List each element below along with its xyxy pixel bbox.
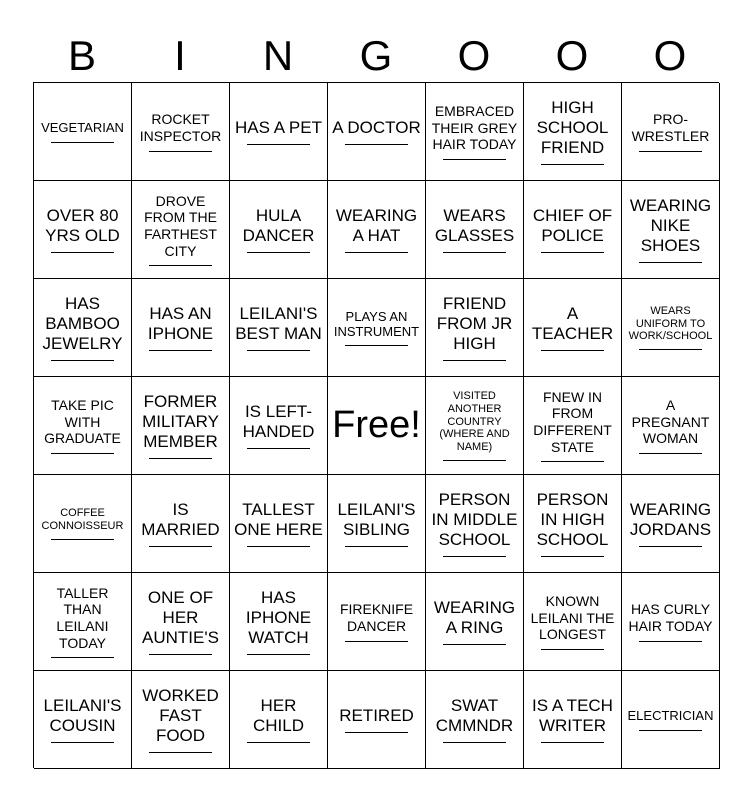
write-in-line (345, 252, 407, 253)
bingo-cell[interactable] (132, 475, 230, 573)
cell-label: HER CHILD (252, 695, 304, 735)
header-letter: O (555, 32, 589, 79)
bingo-cell[interactable] (34, 279, 132, 377)
bingo-cell[interactable] (622, 181, 720, 279)
cell-label: TALLER THAN LEILANI TODAY (56, 584, 109, 651)
write-in-line (149, 752, 211, 753)
bingo-cell[interactable] (34, 671, 132, 769)
write-in-line (51, 657, 113, 658)
bingo-grid (33, 82, 719, 768)
write-in-line (541, 164, 603, 165)
cell-label: A TEACHER (531, 303, 614, 343)
header-letter: I (174, 32, 186, 79)
header-letter: O (457, 32, 491, 79)
cell-label: HULA DANCER (242, 205, 315, 245)
bingo-cell[interactable] (328, 475, 426, 573)
cell-label: LEILANI'S SIBLING (337, 499, 416, 539)
cell-label: A PREGNANT WOMAN (631, 397, 710, 447)
cell-label: Free! (332, 404, 421, 447)
cell-label: KNOWN LEILANI THE LONGEST (530, 593, 615, 643)
cell-label: WEARING A HAT (335, 205, 418, 245)
write-in-line (149, 546, 211, 547)
cell-label: TALLEST ONE HERE (234, 499, 323, 539)
bingo-cell[interactable] (426, 377, 524, 475)
bingo-cell[interactable] (426, 279, 524, 377)
write-in-line (639, 730, 701, 731)
cell-label: FIREKNIFE DANCER (339, 601, 414, 634)
write-in-line (51, 142, 113, 143)
bingo-cell[interactable] (328, 671, 426, 769)
write-in-line (345, 641, 407, 642)
cell-label: WORKED FAST FOOD (142, 685, 219, 746)
bingo-cell[interactable] (132, 83, 230, 181)
write-in-line (247, 654, 309, 655)
cell-label: DROVE FROM THE FARTHEST CITY (144, 192, 217, 259)
write-in-line (443, 742, 505, 743)
header-letter: B (67, 32, 96, 79)
cell-label: PERSON IN MIDDLE SCHOOL (431, 489, 518, 550)
cell-label: PLAYS AN INSTRUMENT (333, 308, 420, 339)
write-in-line (149, 654, 211, 655)
cell-label: CHIEF OF POLICE (532, 205, 613, 245)
write-in-line (639, 641, 701, 642)
bingo-cell[interactable] (132, 377, 230, 475)
cell-label: A DOCTOR (332, 117, 421, 137)
bingo-cell[interactable] (622, 279, 720, 377)
bingo-cell[interactable] (34, 573, 132, 671)
bingo-cell[interactable] (230, 671, 328, 769)
cell-label: PRO-WRESTLER (631, 111, 710, 144)
cell-label: ROCKET INSPECTOR (139, 111, 222, 144)
write-in-line (247, 144, 309, 145)
cell-label: HAS CURLY HAIR TODAY (628, 601, 713, 634)
cell-label: TAKE PIC WITH GRADUATE (44, 397, 121, 447)
bingo-header (33, 30, 719, 82)
bingo-cell[interactable] (328, 573, 426, 671)
write-in-line (443, 159, 505, 160)
write-in-line (639, 151, 701, 152)
cell-label: VISITED ANOTHER COUNTRY (WHERE AND NAME) (439, 389, 510, 454)
cell-label: IS LEFT-HANDED (242, 401, 315, 441)
cell-label: HAS AN IPHONE (147, 303, 214, 343)
bingo-cell[interactable] (230, 475, 328, 573)
bingo-cell[interactable] (622, 573, 720, 671)
cell-label: HAS BAMBOO JEWELRY (42, 293, 123, 354)
write-in-line (345, 546, 407, 547)
cell-label: WEARING A RING (433, 597, 516, 637)
write-in-line (51, 453, 113, 454)
bingo-cell[interactable] (524, 181, 622, 279)
bingo-cell[interactable] (524, 83, 622, 181)
write-in-line (247, 350, 309, 351)
cell-label: FORMER MILITARY MEMBER (142, 391, 219, 452)
write-in-line (149, 458, 211, 459)
cell-label: WEARING JORDANS (629, 499, 712, 539)
cell-label: WEARS GLASSES (434, 205, 515, 245)
bingo-cell[interactable] (328, 181, 426, 279)
header-letter: G (359, 32, 393, 79)
cell-label: OVER 80 YRS OLD (45, 205, 120, 245)
write-in-line (51, 539, 113, 540)
write-in-line (541, 461, 603, 462)
write-in-line (345, 144, 407, 145)
cell-label: EMBRACED THEIR GREY HAIR TODAY (431, 103, 518, 153)
bingo-cell[interactable] (230, 573, 328, 671)
cell-label: LEILANI'S COUSIN (43, 695, 122, 735)
bingo-cell[interactable] (132, 671, 230, 769)
write-in-line (541, 742, 603, 743)
write-in-line (443, 556, 505, 557)
bingo-cell[interactable] (622, 671, 720, 769)
cell-label: HAS IPHONE WATCH (245, 587, 312, 648)
cell-label: IS MARRIED (141, 499, 220, 539)
write-in-line (51, 252, 113, 253)
cell-label: HIGH SCHOOL FRIEND (536, 97, 609, 158)
write-in-line (345, 345, 407, 346)
write-in-line (149, 350, 211, 351)
write-in-line (51, 360, 113, 361)
write-in-line (541, 252, 603, 253)
cell-label: FNEW IN FROM DIFFERENT STATE (533, 388, 612, 455)
write-in-line (443, 360, 505, 361)
bingo-cell[interactable] (622, 377, 720, 475)
bingo-cell[interactable] (524, 279, 622, 377)
write-in-line (639, 262, 701, 263)
write-in-line (541, 649, 603, 650)
bingo-cell[interactable] (524, 475, 622, 573)
cell-label: WEARS UNIFORM TO WORK/SCHOOL (628, 304, 713, 343)
write-in-line (149, 151, 211, 152)
bingo-cell[interactable] (328, 83, 426, 181)
bingo-cell[interactable] (524, 573, 622, 671)
write-in-line (639, 349, 701, 350)
write-in-line (247, 252, 309, 253)
write-in-line (149, 265, 211, 266)
cell-label: SWAT CMMNDR (435, 695, 514, 735)
cell-label: IS A TECH WRITER (532, 695, 613, 735)
write-in-line (639, 453, 701, 454)
bingo-cell[interactable] (622, 475, 720, 573)
cell-label: WEARING NIKE SHOES (629, 195, 712, 256)
bingo-cell[interactable] (426, 181, 524, 279)
bingo-cell[interactable] (426, 83, 524, 181)
bingo-cell[interactable] (426, 671, 524, 769)
bingo-cell[interactable] (230, 181, 328, 279)
bingo-cell[interactable] (132, 181, 230, 279)
write-in-line (541, 556, 603, 557)
bingo-cell[interactable] (426, 475, 524, 573)
cell-label: VEGETARIAN (41, 120, 124, 136)
bingo-cell[interactable] (622, 83, 720, 181)
write-in-line (541, 350, 603, 351)
header-letter: N (262, 32, 294, 79)
write-in-line (639, 546, 701, 547)
bingo-cell[interactable] (34, 475, 132, 573)
write-in-line (51, 742, 113, 743)
free-space-cell[interactable] (328, 377, 426, 475)
write-in-line (247, 742, 309, 743)
bingo-cell[interactable] (426, 573, 524, 671)
write-in-line (247, 546, 309, 547)
write-in-line (443, 460, 505, 461)
bingo-cell[interactable] (524, 377, 622, 475)
write-in-line (443, 252, 505, 253)
cell-label: HAS A PET (235, 117, 322, 137)
bingo-cell[interactable] (230, 83, 328, 181)
cell-label: PERSON IN HIGH SCHOOL (536, 489, 609, 550)
bingo-cell[interactable] (230, 279, 328, 377)
bingo-cell[interactable] (132, 279, 230, 377)
cell-label: LEILANI'S BEST MAN (235, 303, 322, 343)
bingo-cell[interactable] (230, 377, 328, 475)
bingo-cell[interactable] (34, 83, 132, 181)
bingo-cell[interactable] (34, 377, 132, 475)
cell-label: RETIRED (339, 705, 414, 725)
bingo-cell[interactable] (328, 279, 426, 377)
bingo-cell[interactable] (34, 181, 132, 279)
cell-label: FRIEND FROM JR HIGH (436, 293, 513, 354)
write-in-line (345, 732, 407, 733)
bingo-cell[interactable] (132, 573, 230, 671)
cell-label: ELECTRICIAN (627, 708, 714, 724)
cell-label: COFFEE CONNOISSEUR (41, 507, 124, 532)
cell-label: ONE OF HER AUNTIE'S (142, 587, 219, 648)
write-in-line (247, 448, 309, 449)
write-in-line (443, 644, 505, 645)
bingo-cell[interactable] (524, 671, 622, 769)
header-letter: O (653, 32, 687, 79)
